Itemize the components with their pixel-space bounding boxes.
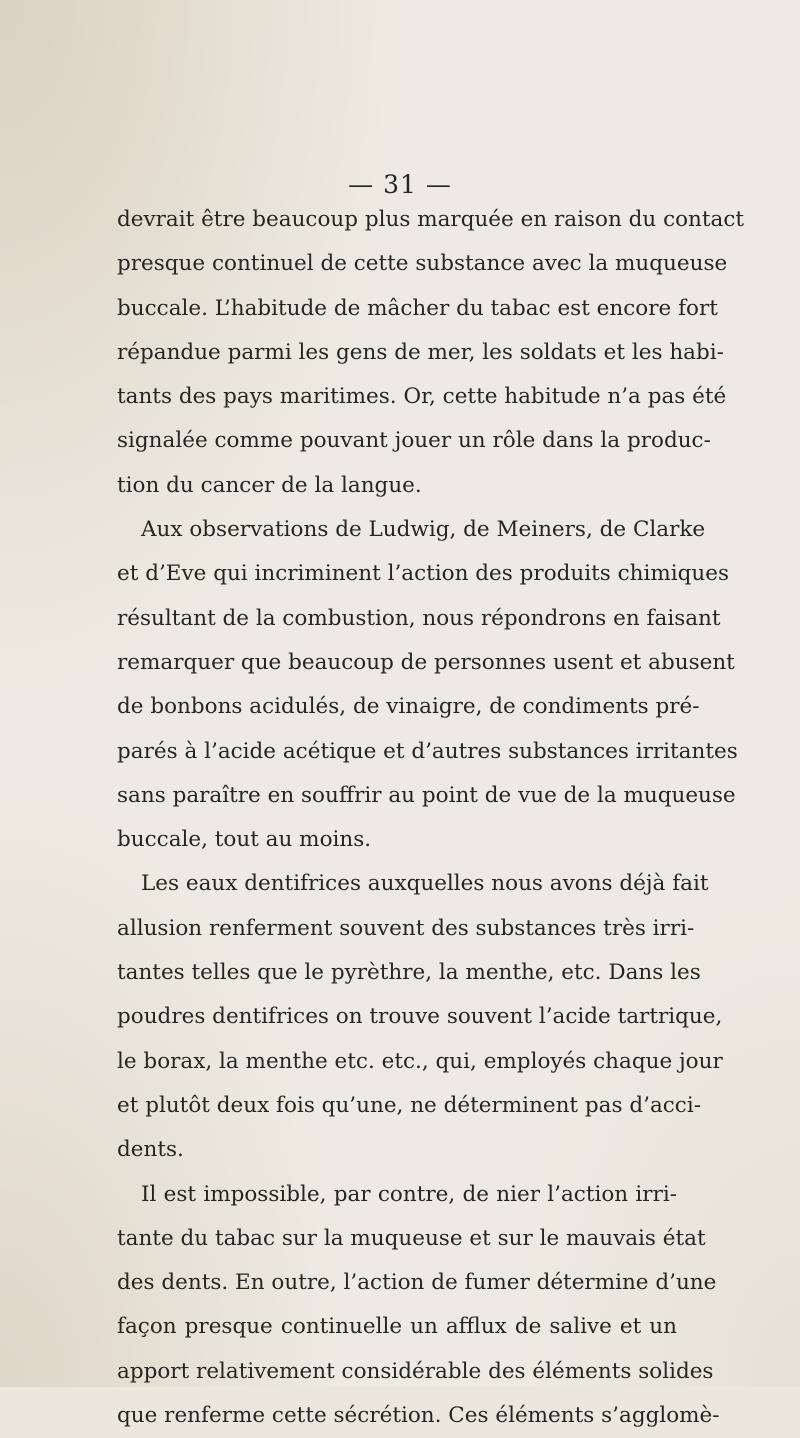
text-line: parés à l’acide acétique et d’autres substances irritantes [117,738,738,764]
text-line: et plutôt deux fois qu’une, ne déterminent pas d’acci- [117,1092,701,1118]
text-line: tante du tabac sur la muqueuse et sur le mauvais état [117,1225,706,1251]
text-line: buccale. L’habitude de mâcher du tabac est encore fort [117,295,718,321]
text-line: Il est impossible, par contre, de nier l’action irri- [141,1181,677,1207]
body-text [117,198,745,1438]
text-line: devrait être beaucoup plus marquée en raison du contact [117,207,745,232]
text-line: Les eaux dentifrices auxquelles nous avons déjà fait [141,871,709,897]
text-line: dents. [117,1137,184,1163]
text-line: buccale, tout au moins. [117,827,372,853]
text-line: Aux observations de Ludwig, de Meiners, de Clarke [141,517,706,543]
text-line: sans paraître en souffrir au point de vue de la muqueuse [117,782,736,808]
text-line: allusion renferment souvent des substances très irri- [117,915,695,941]
text-line: des dents. En outre, l’action de fumer détermine d’une [117,1270,717,1296]
text-line: et d’Eve qui incriminent l’action des produits chimiques [117,561,730,587]
text-line: remarquer que beaucoup de personnes usent et abusent [117,649,735,675]
text-line: tion du cancer de la langue. [117,472,422,498]
text-line: répandue parmi les gens de mer, les soldats et les habi- [117,339,724,365]
text-line: presque continuel de cette substance avec la muqueuse [117,251,728,277]
text-line: de bonbons acidulés, de vinaigre, de condiments pré- [117,694,700,720]
text-line: signalée comme pouvant jouer un rôle dans la produc- [117,428,711,454]
text-line: résultant de la combustion, nous répondrons en faisant [117,605,721,631]
text-line: le borax, la menthe etc. etc., qui, employés chaque jour [117,1048,723,1074]
text-line: apport relativement considérable des éléments solides [117,1358,714,1384]
text-line: que renferme cette sécrétion. Ces éléments s’agglomè- [117,1403,720,1429]
text-line: poudres dentifrices on trouve souvent l’acide tartrique, [117,1004,723,1030]
page-number: — 31 — [348,170,452,199]
text-line: tantes telles que le pyrèthre, la menthe, etc. Dans les [117,960,701,986]
text-line: tants des pays maritimes. Or, cette habitude n’a pas été [117,384,727,410]
text-line: façon presque continuelle un afflux de salive et un [117,1314,677,1340]
